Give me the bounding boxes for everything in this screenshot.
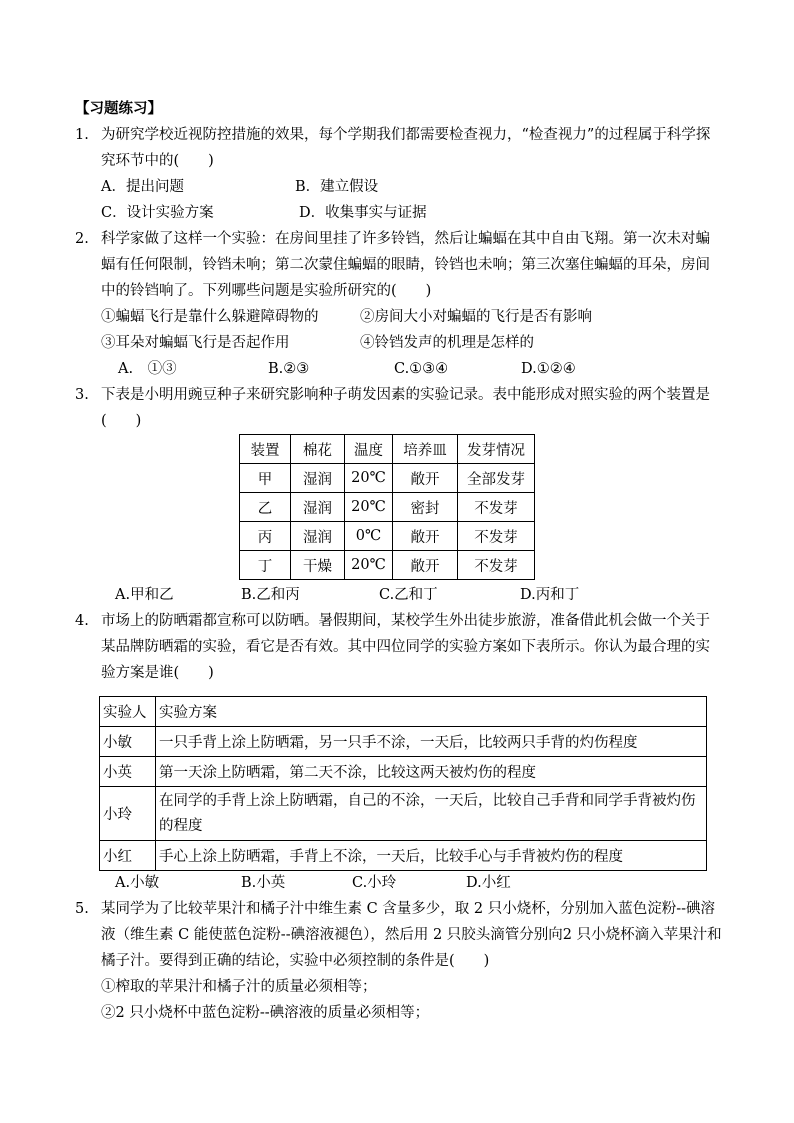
question-text-line: 市场上的防晒霜都宣称可以防晒。暑假期间，某校学生外出徒步旅游，准备借此机会做一个关于 <box>101 613 710 629</box>
table-cell: 20℃ <box>345 493 393 522</box>
question-text-line: 为研究学校近视防控措施的效果，每个学期我们都需要检查视力，“检查视力”的过程属于科学探 <box>101 127 711 143</box>
table-header-row <box>100 697 707 727</box>
table-cell: 一只手背上涂上防晒霜，另一只手不涂，一天后，比较两只手背的灼伤程度 <box>156 727 707 757</box>
option-b: B.小英 <box>241 875 286 891</box>
table-cell: 不发芽 <box>458 551 535 580</box>
table-row <box>100 841 707 871</box>
question-number: 2. <box>75 231 89 247</box>
option-d: D．收集事实与证据 <box>299 205 427 221</box>
table-cell: 小敏 <box>100 727 156 757</box>
table-header-cell: 培养皿 <box>393 435 458 464</box>
table-row <box>240 464 535 493</box>
table-cell: 第一天涂上防晒霜，第二天不涂，比较这两天被灼伤的程度 <box>156 757 707 787</box>
option-a: A.小敏 <box>115 875 160 891</box>
option-c: C.小玲 <box>352 875 397 891</box>
table-cell: 20℃ <box>345 551 393 580</box>
table-header-cell: 实验方案 <box>156 697 707 727</box>
table-cell: 乙 <box>240 493 291 522</box>
option-a: A.甲和乙 <box>115 587 174 603</box>
table-cell: 丙 <box>240 522 291 551</box>
option-a: A. ①③ <box>118 361 177 377</box>
option-b: B.乙和丙 <box>241 587 300 603</box>
table-cell: 小玲 <box>100 787 156 841</box>
question-number: 1. <box>75 127 89 143</box>
option-d: D.小红 <box>466 875 511 891</box>
statement-2: ②2 只小烧杯中蓝色淀粉--碘溶液的质量必须相等； <box>101 1005 430 1021</box>
table-header-cell: 棉花 <box>291 435 345 464</box>
question-text-line: 下表是小明用豌豆种子来研究影响种子萌发因素的实验记录。表中能形成对照实验的两个装置是 <box>101 387 710 403</box>
question-text-line: 验方案是谁( ) <box>101 665 214 681</box>
table-row <box>240 551 535 580</box>
table-cell: 小英 <box>100 757 156 787</box>
question-text-line: 橘子汁。要得到正确的结论，实验中必须控制的条件是( ) <box>101 953 490 969</box>
option-d: D.丙和丁 <box>520 587 580 603</box>
option-c: C.①③④ <box>394 361 449 377</box>
germination-table <box>239 434 535 580</box>
table-cell: 干燥 <box>291 551 345 580</box>
option-a: A．提出问题 <box>101 179 184 195</box>
table-row <box>240 522 535 551</box>
question-text-line: 液（维生素 C 能使蓝色淀粉--碘溶液褪色），然后用 2 只胶头滴管分别向2 只小烧杯滴入苹果汁和 <box>101 927 722 943</box>
table-cell: 丁 <box>240 551 291 580</box>
table-cell: 甲 <box>240 464 291 493</box>
table-cell: 敞开 <box>393 522 458 551</box>
table-header-cell: 发芽情况 <box>458 435 535 464</box>
table-cell: 全部发芽 <box>458 464 535 493</box>
statement-3: ③耳朵对蝙蝠飞行是否起作用 <box>101 335 290 351</box>
table-row <box>100 787 707 841</box>
table-header-cell: 装置 <box>240 435 291 464</box>
question-text-line: 究环节中的( ) <box>101 153 214 169</box>
table-cell: 湿润 <box>291 464 345 493</box>
table-header-cell: 温度 <box>345 435 393 464</box>
question-text-line: ( ) <box>101 413 142 429</box>
option-c: C.乙和丁 <box>379 587 438 603</box>
option-c: C．设计实验方案 <box>101 205 214 221</box>
section-title: 【习题练习】 <box>75 100 162 117</box>
question-text-line: 科学家做了这样一个实验：在房间里挂了许多铃铛，然后让蝙蝠在其中自由飞翔。第一次未对蝙 <box>101 231 710 247</box>
question-text-line: 某品牌防晒霜的实验，看它是否有效。其中四位同学的实验方案如下表所示。你认为最合理的实 <box>101 639 710 655</box>
table-cell: 湿润 <box>291 522 345 551</box>
question-number: 4. <box>75 613 89 629</box>
table-row <box>100 727 707 757</box>
table-cell: 手心上涂上防晒霜，手背上不涂，一天后，比较手心与手背被灼伤的程度 <box>156 841 707 871</box>
option-b: B．建立假设 <box>295 179 379 195</box>
table-cell: 敞开 <box>393 464 458 493</box>
question-number: 3. <box>75 387 89 403</box>
table-cell: 密封 <box>393 493 458 522</box>
table-header-cell: 实验人 <box>100 697 156 727</box>
statement-1: ①蝙蝠飞行是靠什么躲避障碍物的 <box>101 309 319 325</box>
table-row <box>100 757 707 787</box>
table-cell: 敞开 <box>393 551 458 580</box>
option-d: D.①②④ <box>521 361 576 377</box>
table-cell: 湿润 <box>291 493 345 522</box>
question-number: 5. <box>75 901 89 917</box>
question-text-line: 中的铃铛响了。下列哪些问题是实验所研究的( ) <box>101 283 432 299</box>
sunscreen-table <box>99 696 707 871</box>
statement-1: ①榨取的苹果汁和橘子汁的质量必须相等； <box>101 979 377 995</box>
statement-2: ②房间大小对蝙蝠的飞行是否有影响 <box>360 309 592 325</box>
table-cell <box>156 787 707 841</box>
table-header-row <box>240 435 535 464</box>
table-cell: 20℃ <box>345 464 393 493</box>
option-b: B.②③ <box>268 361 310 377</box>
question-text-line: 蝠有任何限制，铃铛未响；第二次蒙住蝙蝠的眼睛，铃铛也未响；第三次塞住蝙蝠的耳朵，房间 <box>101 257 710 273</box>
table-cell: 不发芽 <box>458 522 535 551</box>
table-row <box>240 493 535 522</box>
table-cell: 小红 <box>100 841 156 871</box>
table-cell: 0℃ <box>345 522 393 551</box>
statement-4: ④铃铛发声的机理是怎样的 <box>360 335 534 351</box>
question-text-line: 某同学为了比较苹果汁和橘子汁中维生素 C 含量多少，取 2 只小烧杯，分别加入蓝色淀粉--碘溶 <box>101 901 716 917</box>
table-cell: 不发芽 <box>458 493 535 522</box>
table-cell-text: 在同学的手背上涂上防晒霜，自己的不涂，一天后，比较自己手背和同学手背被灼伤的程度 <box>159 792 696 834</box>
